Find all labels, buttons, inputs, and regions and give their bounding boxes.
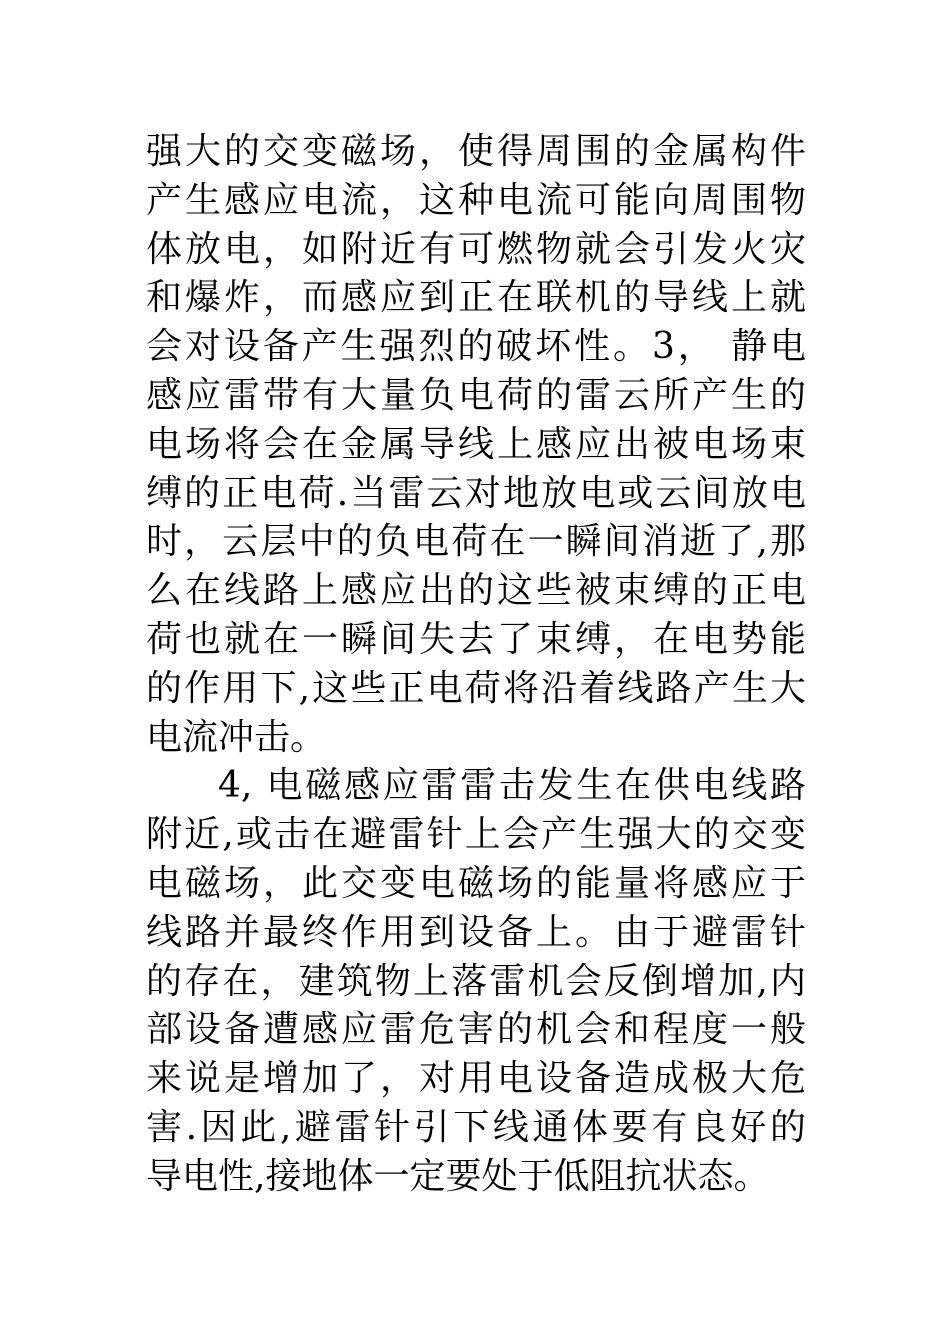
paragraph-1-line-10: 么在线路上感应出的这些被束缚的正电 xyxy=(146,570,806,612)
paragraph-1-line-8: 缚的正电荷.当雷云对地放电或云间放电 xyxy=(146,472,806,514)
paragraph-1-line-3: 体放电，如附近有可燃物就会引发火灾 xyxy=(146,228,806,270)
paragraph-1-line-12: 的作用下,这些正电荷将沿着线路产生大 xyxy=(146,667,806,709)
paragraph-2-line-3: 电磁场，此交变电磁场的能量将感应于 xyxy=(146,862,806,904)
paragraph-1-line-5: 会对设备产生强烈的破坏性。3， 静电 xyxy=(146,326,806,368)
paragraph-2-line-5: 的存在，建筑物上落雷机会反倒增加,内 xyxy=(146,960,806,1002)
paragraph-2-line-9: 导电性,接地体一定要处于低阻抗状态。 xyxy=(146,1155,770,1197)
body-text xyxy=(146,128,806,1202)
paragraph-2-line-8: 害.因此,避雷针引下线通体要有良好的 xyxy=(146,1106,806,1148)
paragraph-1-line-7: 电场将会在金属导线上感应出被电场束 xyxy=(146,423,806,465)
paragraph-2-line-6: 部设备遭感应雷危害的机会和程度一般 xyxy=(146,1009,806,1051)
paragraph-1-line-6: 感应雷带有大量负电荷的雷云所产生的 xyxy=(146,374,806,416)
paragraph-1-line-9: 时，云层中的负电荷在一瞬间消逝了,那 xyxy=(146,521,806,563)
paragraph-1-line-2: 产生感应电流，这种电流可能向周围物 xyxy=(146,179,806,221)
paragraph-2-line-2: 附近,或击在避雷针上会产生强大的交变 xyxy=(146,814,806,856)
paragraph-1-line-4: 和爆炸，而感应到正在联机的导线上就 xyxy=(146,277,806,319)
paragraph-1-line-11: 荷也就在一瞬间失去了束缚，在电势能 xyxy=(146,618,806,660)
paragraph-2-line-4: 线路并最终作用到设备上。由于避雷针 xyxy=(146,911,806,953)
paragraph-1-line-1: 强大的交变磁场，使得周围的金属构件 xyxy=(146,131,806,172)
paragraph-2-line-1: 4, 电磁感应雷雷击发生在供电线路 xyxy=(218,765,806,807)
paragraph-2-line-7: 来说是增加了，对用电设备造成极大危 xyxy=(146,1058,806,1100)
paragraph-1-line-13: 电流冲击。 xyxy=(146,716,327,758)
